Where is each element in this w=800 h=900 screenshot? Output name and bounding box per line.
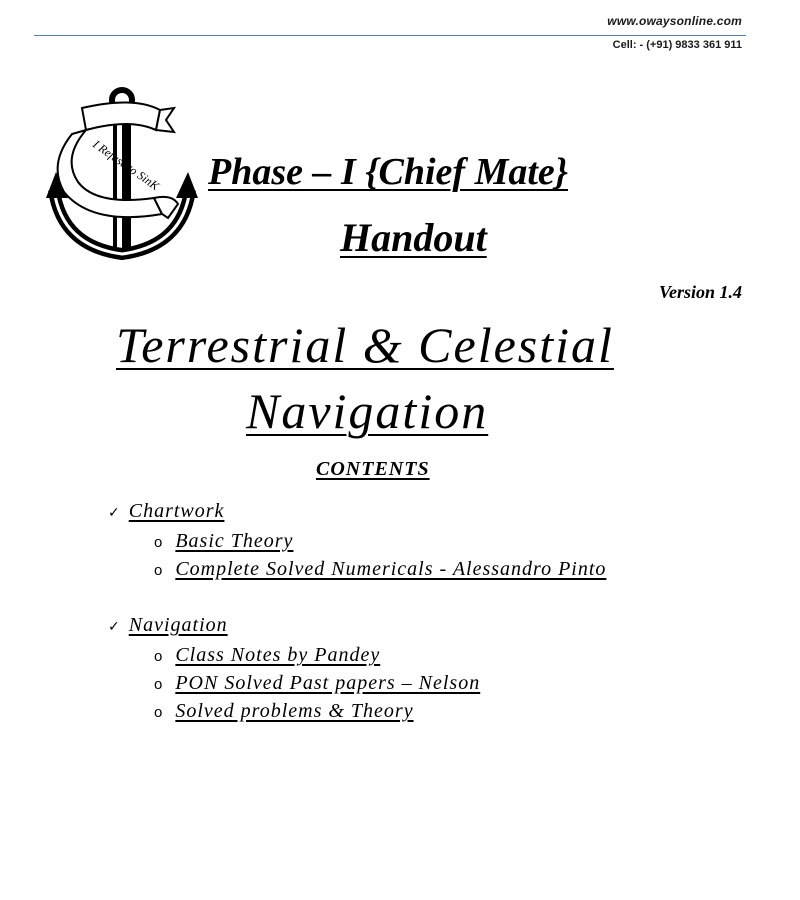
title-line-2: Handout [340, 215, 487, 260]
contents-heading: CONTENTS [316, 458, 430, 480]
toc-item[interactable] [154, 558, 606, 581]
bullet-icon: o [154, 648, 164, 665]
subject-line-1: Terrestrial & Celestial [116, 317, 614, 373]
bullet-icon: o [154, 676, 164, 693]
version-label: Version 1.4 [658, 282, 742, 302]
toc-item[interactable] [154, 530, 293, 553]
bullet-icon: o [154, 704, 164, 721]
toc-item-label[interactable]: Class Notes by Pandey [175, 644, 381, 666]
toc-item[interactable] [154, 700, 414, 723]
toc-item[interactable] [154, 644, 380, 667]
toc-section-navigation[interactable] [108, 614, 228, 637]
checkmark-icon: ✓ [108, 505, 121, 521]
toc-item-label[interactable]: PON Solved Past papers – Nelson [175, 672, 481, 694]
bullet-icon: o [154, 534, 164, 551]
toc-section-label[interactable]: Chartwork [128, 500, 225, 522]
logo-banner-text: I Refuse to SinK [90, 136, 162, 193]
anchor-with-banner-icon [42, 86, 202, 264]
toc-section-chartwork[interactable] [108, 500, 224, 523]
toc-item-label[interactable]: Basic Theory [175, 530, 294, 552]
header-website[interactable]: www.owaysonline.com [607, 14, 742, 28]
checkmark-icon: ✓ [108, 619, 121, 635]
title-line-1: Phase – I {Chief Mate} [208, 151, 569, 193]
toc-item-label[interactable]: Solved problems & Theory [175, 700, 414, 722]
header-cell: Cell: - (+91) 9833 361 911 [612, 39, 742, 51]
subject-line-2: Navigation [246, 383, 489, 439]
header-rule [34, 35, 746, 36]
bullet-icon: o [154, 562, 164, 579]
toc-section-label[interactable]: Navigation [128, 614, 228, 636]
toc-item[interactable] [154, 672, 480, 695]
toc-item-label[interactable]: Complete Solved Numericals - Alessandro Pinto [175, 558, 607, 580]
